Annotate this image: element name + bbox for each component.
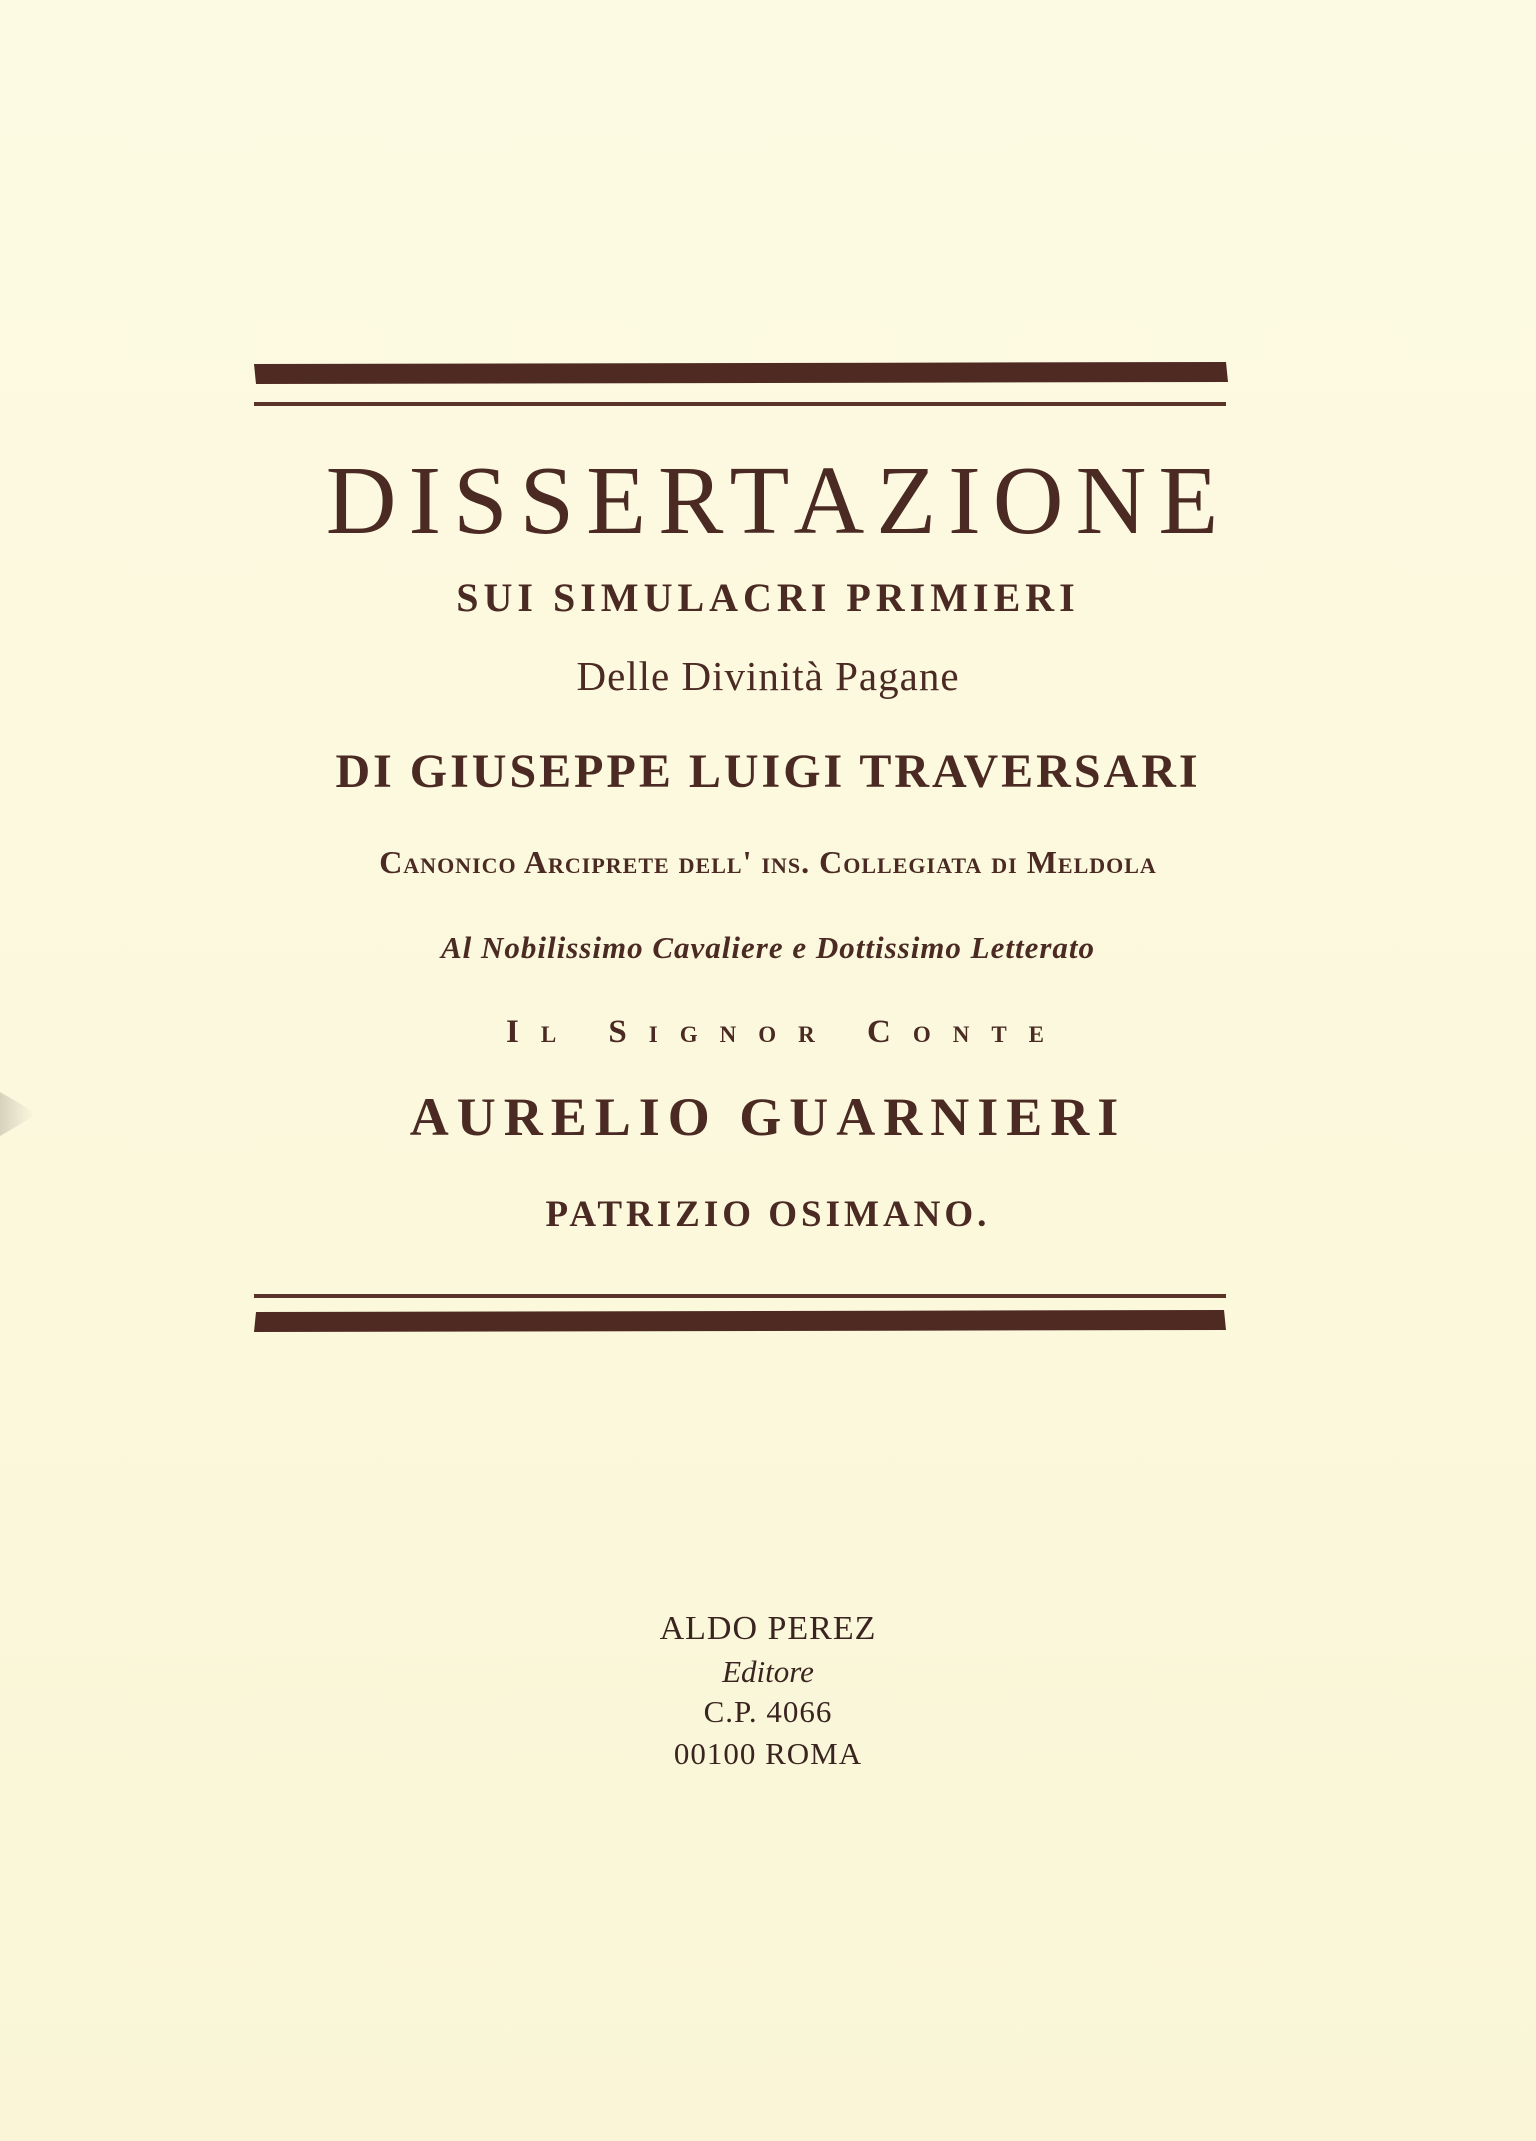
subtitle-line-2: Delle Divinità Pagane [576,653,960,699]
author-role-line: Canonico Arciprete dell' ins. Collegiata di Meldola [379,844,1157,880]
dedicatee-name: AURELIO GUARNIERI [409,1087,1127,1147]
publisher-city: 00100 ROMA [673,1736,863,1771]
top-ornamental-rule [250,358,1230,416]
author-line: DI GIUSEPPE LUIGI TRAVERSARI [335,745,1201,798]
dedicatee-title: PATRIZIO OSIMANO. [545,1194,991,1235]
bottom-ornamental-rule [250,1290,1230,1342]
dedication-line: Al Nobilissimo Cavaliere e Dottissimo Letterato [440,930,1096,965]
subtitle-line-1: SUI SIMULACRI PRIMIERI [456,575,1080,620]
publisher-name: ALDO PEREZ [659,1610,877,1647]
honorific-line: Il Signor Conte [506,1014,1066,1050]
publisher-po-box: C.P. 4066 [703,1694,833,1729]
book-title: DISSERTAZIONE [325,447,1231,555]
publisher-role: Editore [722,1654,814,1689]
